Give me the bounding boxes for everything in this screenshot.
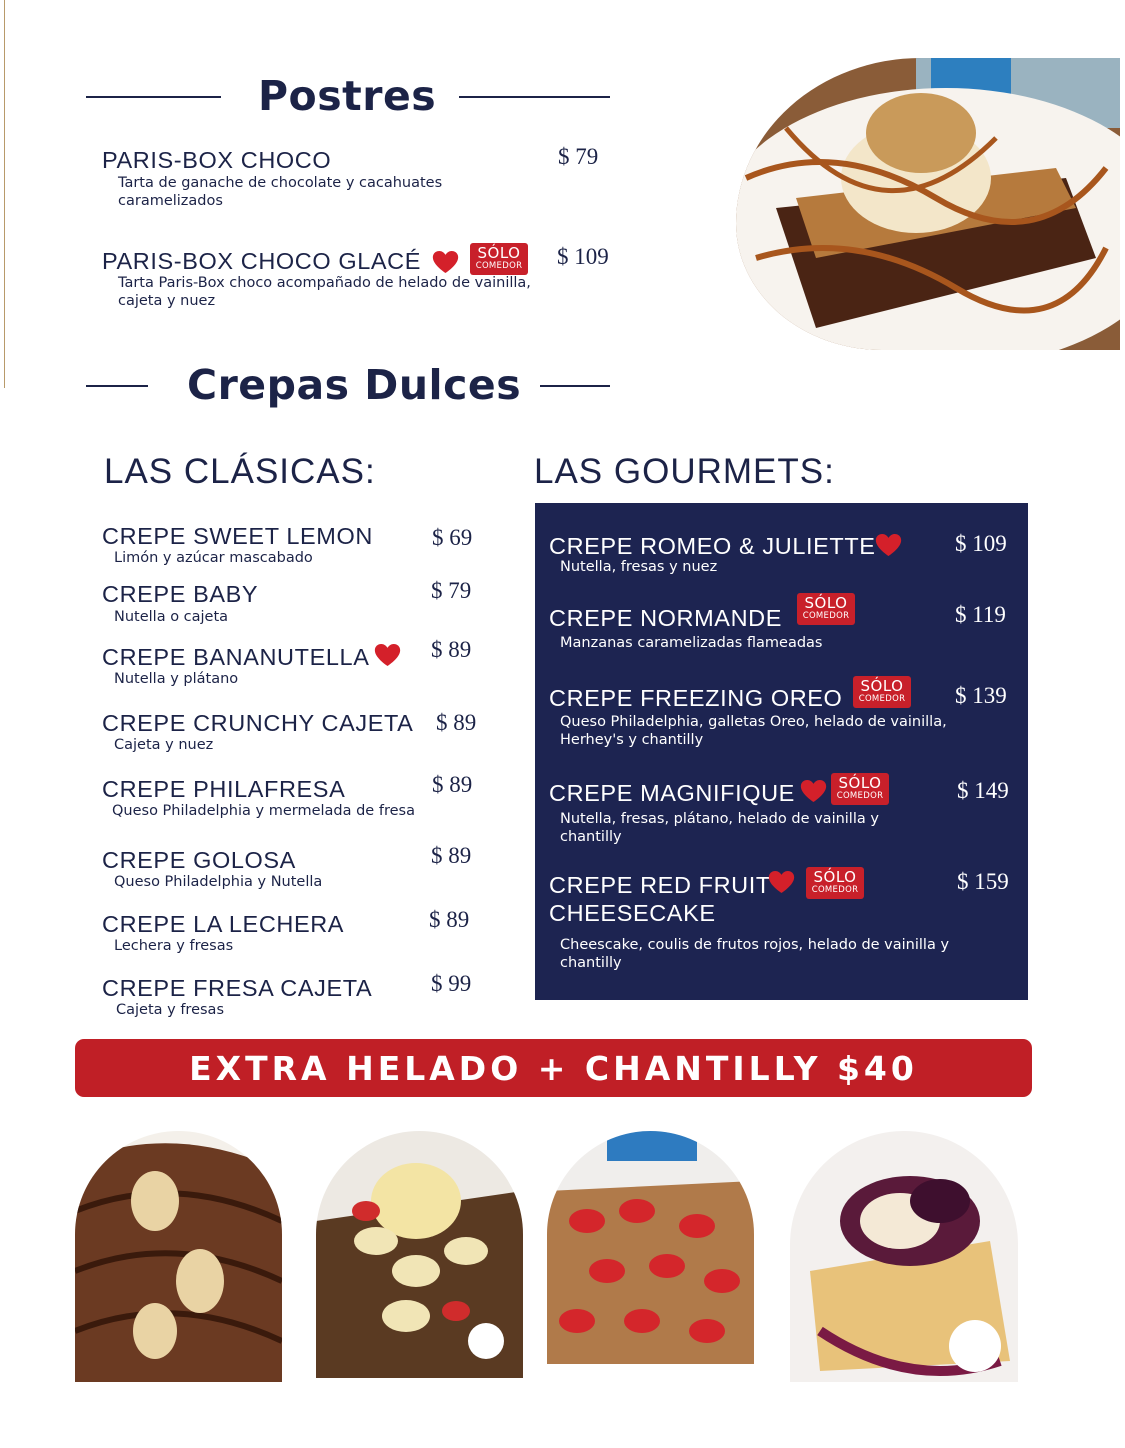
item-price: $ 149 [957,778,1009,803]
page-edge-line [4,0,5,388]
heart-icon [374,643,401,667]
crepe-photo-red-fruit [790,1131,1018,1382]
item-desc: Lechera y fresas [114,938,234,954]
item-price: $ 139 [955,683,1007,708]
item-price: $ 159 [957,869,1009,894]
item-desc: Queso Philadelphia y Nutella [114,874,323,890]
item-price: $ 69 [432,525,473,550]
item-desc: Cajeta y fresas [116,1002,224,1018]
item-desc: Nutella, fresas y nuez [560,559,718,575]
gourmets-title: LAS GOURMETS: [534,452,835,491]
item-name: CREPE NORMANDE [549,605,782,631]
heart-icon [800,779,827,803]
item-price: $ 89 [432,772,473,797]
dessert-photo [736,58,1120,350]
item-name: CREPE ROMEO & JULIETTE [549,533,876,559]
item-desc: Tarta de ganache de chocolate y cacahuates caramelizados [118,175,443,209]
item-desc: Queso Philadelphia, galletas Oreo, helado de vainilla, Herhey's y chantilly [560,714,947,748]
item-name: CREPE BABY [102,581,259,607]
clasicas-title: LAS CLÁSICAS: [104,452,376,491]
title-rule-left [86,385,148,387]
title-rule-right [459,96,610,98]
item-price: $ 89 [431,637,472,662]
solo-comedor-badge: SÓLO COMEDOR [470,243,528,275]
crepas-title: Crepas Dulces [187,361,522,409]
item-name: CREPE PHILAFRESA [102,776,346,802]
item-desc: Nutella, fresas, plátano, helado de vainilla y chantilly [560,811,879,845]
item-price: $ 89 [431,843,472,868]
item-name: CREPE CRUNCHY CAJETA [102,710,414,736]
item-desc: Nutella o cajeta [114,609,229,625]
item-name: CREPE BANANUTELLA [102,644,370,670]
item-name: CREPE MAGNIFIQUE [549,780,795,806]
item-price: $ 119 [955,602,1006,627]
item-desc: Cajeta y nuez [114,737,214,753]
solo-comedor-badge: SÓLO COMEDOR [831,773,889,805]
title-rule-right [540,385,610,387]
item-desc: Limón y azúcar mascabado [114,550,313,566]
item-name: CREPE LA LECHERA [102,911,345,937]
item-price: $ 79 [431,578,472,603]
postres-title: Postres [258,72,437,120]
title-rule-left [86,96,221,98]
heart-icon [875,533,902,557]
crepe-photo-banana-icecream [316,1131,523,1378]
item-name: PARIS-BOX CHOCO GLACÉ [102,248,422,274]
item-price: $ 79 [558,144,599,169]
solo-comedor-badge: SÓLO COMEDOR [853,676,911,708]
item-desc: Nutella y plátano [114,671,239,687]
item-price: $ 99 [431,971,472,996]
item-price: $ 109 [557,244,609,269]
crepe-photo-strawberry [547,1131,754,1364]
banner-text: EXTRA HELADO + CHANTILLY $40 [189,1048,918,1088]
solo-comedor-badge: SÓLO COMEDOR [797,593,855,625]
item-desc: Cheescake, coulis de frutos rojos, helado de vainilla y chantilly [560,937,950,971]
item-desc: Queso Philadelphia y mermelada de fresa [112,803,415,819]
crepe-photo-nutella-banana [75,1131,282,1382]
item-name: CREPE SWEET LEMON [102,523,373,549]
heart-icon [768,870,795,894]
item-name: CREPE GOLOSA [102,847,296,873]
item-price: $ 109 [955,531,1007,556]
heart-icon [432,250,459,274]
item-name: PARIS-BOX CHOCO [102,147,332,173]
item-name-line2: CHEESECAKE [549,900,716,926]
gourmets-panel [535,503,1028,1000]
solo-comedor-badge: SÓLO COMEDOR [806,867,864,899]
item-price: $ 89 [436,710,477,735]
item-name: CREPE FREEZING OREO [549,685,843,711]
item-name: CREPE FRESA CAJETA [102,975,373,1001]
item-name: CREPE RED FRUIT [549,872,771,898]
item-price: $ 89 [429,907,470,932]
extra-banner [75,1039,1032,1097]
item-desc: Tarta Paris-Box choco acompañado de helado de vainilla, cajeta y nuez [118,275,531,309]
item-desc: Manzanas caramelizadas flameadas [560,635,823,651]
